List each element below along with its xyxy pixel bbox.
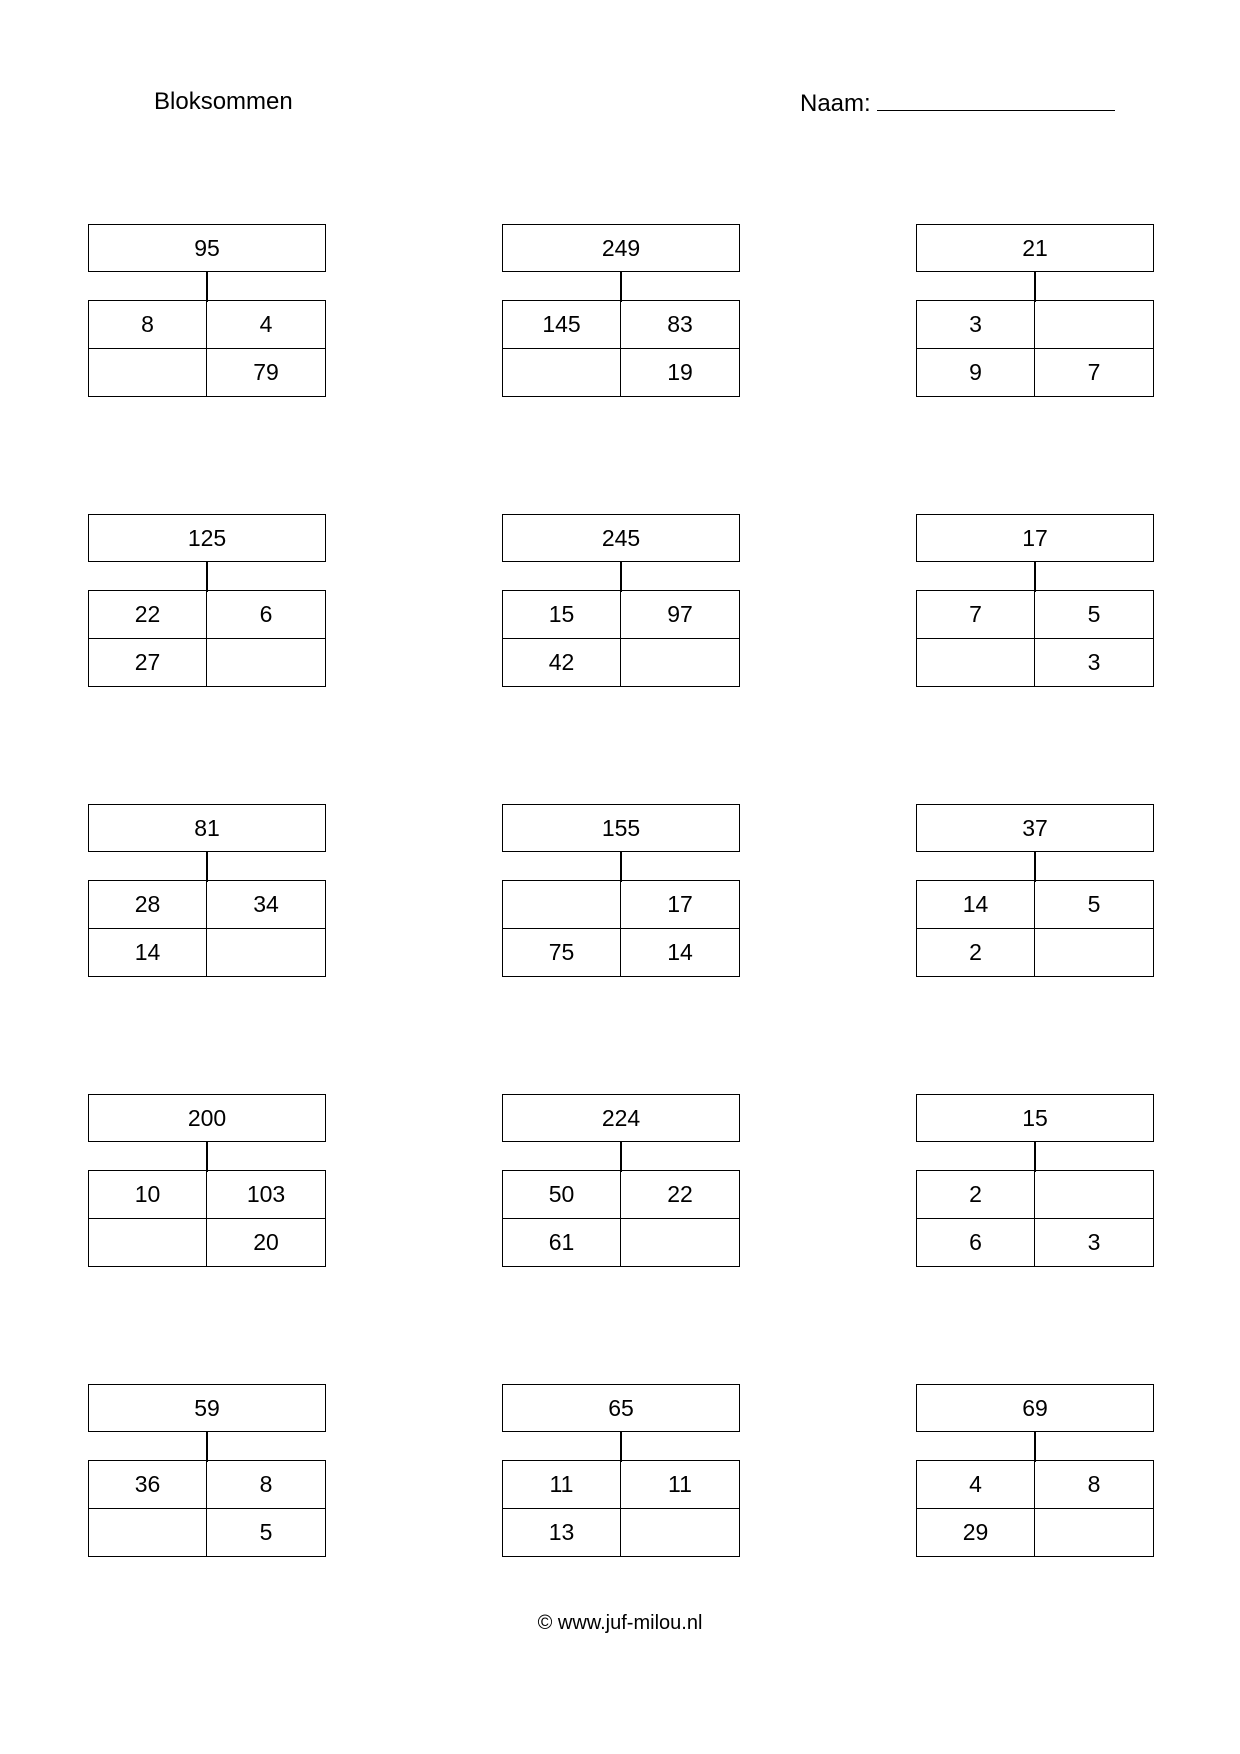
number-cell: 28	[89, 881, 207, 929]
puzzle-total: 224	[502, 1094, 740, 1142]
puzzle-cells	[502, 1170, 740, 1267]
number-cell: 17	[621, 881, 739, 929]
number-cell: 19	[667, 358, 693, 385]
puzzle-total: 15	[916, 1094, 1154, 1142]
number-cell: 20	[253, 1228, 279, 1255]
number-cell: 8	[207, 1461, 325, 1509]
number-cell: 5	[1035, 881, 1153, 929]
block-puzzle	[502, 1384, 740, 1559]
number-cell: 29	[917, 1509, 1035, 1557]
answer-cell[interactable]	[1035, 929, 1153, 977]
connector-line	[1034, 852, 1036, 882]
puzzle-total: 95	[88, 224, 326, 272]
puzzle-cells	[916, 590, 1154, 687]
block-puzzle	[916, 514, 1154, 689]
number-cell: 8	[1035, 1461, 1153, 1509]
name-field[interactable]	[800, 88, 1115, 118]
puzzle-total: 200	[88, 1094, 326, 1142]
connector-line	[206, 1432, 208, 1462]
answer-cell[interactable]	[917, 639, 1035, 687]
number-cell: 3	[917, 301, 1035, 349]
block-puzzle	[88, 1384, 326, 1559]
puzzle-cells	[916, 300, 1154, 397]
number-cell: 14	[667, 938, 693, 965]
connector-line	[620, 1142, 622, 1172]
number-cell: 9	[917, 349, 1035, 397]
block-puzzle	[88, 514, 326, 689]
answer-cell[interactable]	[503, 881, 621, 929]
puzzle-cells	[88, 300, 326, 397]
number-cell: 4	[917, 1461, 1035, 1509]
block-puzzle	[502, 804, 740, 979]
connector-line	[620, 562, 622, 592]
page-title: Bloksommen	[154, 88, 293, 115]
block-puzzle	[502, 224, 740, 399]
answer-cell[interactable]	[1035, 1509, 1153, 1557]
puzzle-cells	[88, 1170, 326, 1267]
puzzle-cells	[88, 590, 326, 687]
puzzle-cells	[502, 590, 740, 687]
puzzle-total: 65	[502, 1384, 740, 1432]
puzzle-total: 245	[502, 514, 740, 562]
number-cell: 14	[917, 881, 1035, 929]
number-cell: 27	[89, 639, 207, 687]
puzzle-cells	[502, 300, 740, 397]
number-cell: 79	[253, 358, 279, 385]
block-puzzle	[916, 804, 1154, 979]
puzzle-cells	[916, 1460, 1154, 1557]
connector-line	[620, 272, 622, 302]
number-cell: 97	[621, 591, 739, 639]
puzzle-cells	[502, 880, 740, 977]
puzzle-total: 21	[916, 224, 1154, 272]
connector-line	[206, 272, 208, 302]
number-cell: 36	[89, 1461, 207, 1509]
number-cell: 22	[621, 1171, 739, 1219]
puzzle-cells	[916, 880, 1154, 977]
block-puzzle	[88, 224, 326, 399]
block-puzzle	[916, 1094, 1154, 1269]
number-cell: 83	[621, 301, 739, 349]
answer-cell[interactable]	[1035, 1171, 1153, 1219]
connector-line	[206, 1142, 208, 1172]
puzzle-cells	[88, 880, 326, 977]
number-cell: 42	[503, 639, 621, 687]
number-cell: 75	[503, 929, 621, 977]
number-cell: 6	[207, 591, 325, 639]
block-puzzle	[916, 1384, 1154, 1559]
number-cell: 13	[503, 1509, 621, 1557]
puzzle-cells	[88, 1460, 326, 1557]
number-cell: 5	[259, 1518, 273, 1545]
block-puzzle	[502, 1094, 740, 1269]
answer-cell[interactable]	[503, 349, 621, 397]
number-cell: 3	[1087, 648, 1101, 675]
number-cell: 5	[1035, 591, 1153, 639]
block-puzzle	[916, 224, 1154, 399]
block-puzzle	[502, 514, 740, 689]
connector-line	[1034, 1142, 1036, 1172]
puzzle-total: 69	[916, 1384, 1154, 1432]
footer-copyright: © www.juf-milou.nl	[537, 1612, 703, 1634]
connector-line	[206, 852, 208, 882]
number-cell: 145	[503, 301, 621, 349]
puzzle-total: 37	[916, 804, 1154, 852]
number-cell: 6	[917, 1219, 1035, 1267]
connector-line	[1034, 1432, 1036, 1462]
number-cell: 34	[207, 881, 325, 929]
number-cell: 4	[207, 301, 325, 349]
answer-cell[interactable]	[89, 1219, 207, 1267]
name-line[interactable]	[877, 88, 1115, 111]
answer-cell[interactable]	[89, 1509, 207, 1557]
puzzle-cells	[916, 1170, 1154, 1267]
answer-cell[interactable]	[207, 639, 325, 687]
number-cell: 7	[917, 591, 1035, 639]
answer-cell[interactable]	[621, 1219, 739, 1267]
number-cell: 2	[917, 929, 1035, 977]
number-cell: 3	[1087, 1228, 1101, 1255]
answer-cell[interactable]	[621, 639, 739, 687]
puzzle-total: 155	[502, 804, 740, 852]
number-cell: 103	[207, 1171, 325, 1219]
number-cell: 11	[621, 1461, 739, 1509]
puzzle-cells	[502, 1460, 740, 1557]
puzzle-total: 17	[916, 514, 1154, 562]
number-cell: 8	[89, 301, 207, 349]
connector-line	[206, 562, 208, 592]
name-label: Naam:	[800, 90, 871, 117]
number-cell: 10	[89, 1171, 207, 1219]
answer-cell[interactable]	[89, 349, 207, 397]
block-puzzle	[88, 804, 326, 979]
connector-line	[1034, 562, 1036, 592]
number-cell: 15	[503, 591, 621, 639]
answer-cell[interactable]	[621, 1509, 739, 1557]
number-cell: 7	[1087, 358, 1101, 385]
answer-cell[interactable]	[207, 929, 325, 977]
connector-line	[620, 852, 622, 882]
number-cell: 2	[917, 1171, 1035, 1219]
puzzle-total: 59	[88, 1384, 326, 1432]
number-cell: 11	[503, 1461, 621, 1509]
connector-line	[1034, 272, 1036, 302]
number-cell: 14	[89, 929, 207, 977]
puzzle-total: 125	[88, 514, 326, 562]
connector-line	[620, 1432, 622, 1462]
number-cell: 50	[503, 1171, 621, 1219]
puzzle-total: 249	[502, 224, 740, 272]
puzzle-total: 81	[88, 804, 326, 852]
block-puzzle	[88, 1094, 326, 1269]
number-cell: 61	[503, 1219, 621, 1267]
number-cell: 22	[89, 591, 207, 639]
answer-cell[interactable]	[1035, 301, 1153, 349]
